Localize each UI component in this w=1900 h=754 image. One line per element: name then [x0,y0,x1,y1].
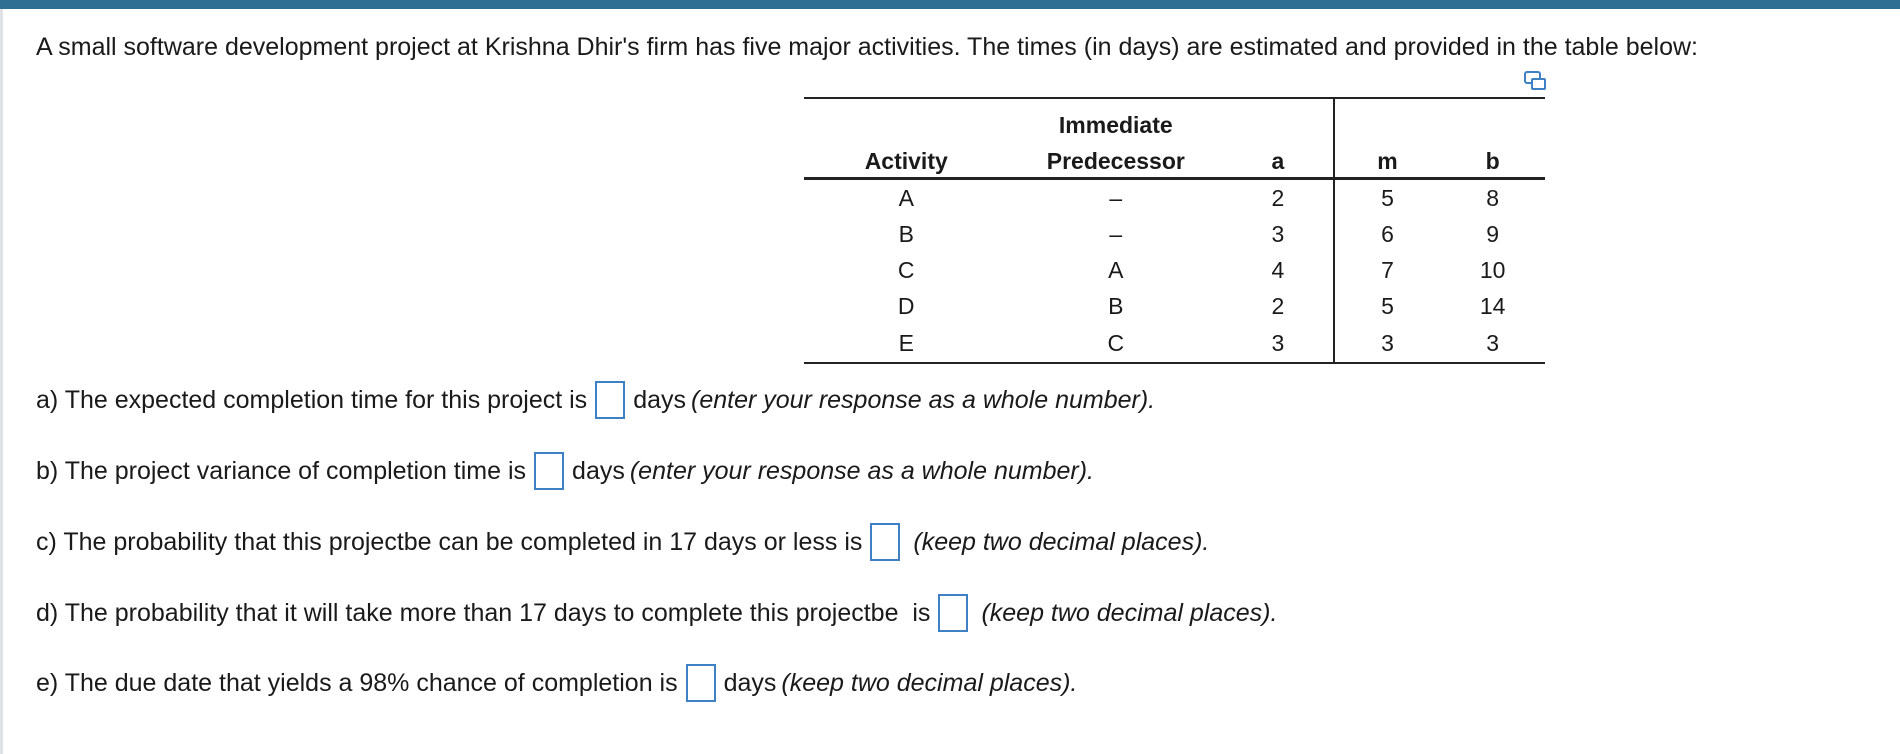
cell-predecessor: – [1109,220,1123,247]
cell-b: 8 [1486,184,1500,211]
table-row [804,252,1545,288]
question-a-text: a) The expected completion time for this project is [36,385,588,414]
question-b-text: b) The project variance of completion time is [36,456,527,485]
cell-a: 4 [1223,252,1334,288]
cell-predecessor: B [1108,292,1124,319]
table-row [804,179,1545,217]
activity-table [804,97,1545,364]
cell-b: 3 [1440,324,1545,363]
answer-a-input[interactable] [595,381,625,419]
cell-activity: C [897,256,915,283]
cell-predecessor: – [1109,184,1123,211]
question-e [36,664,1077,702]
answer-d-input[interactable] [938,594,968,632]
question-c [36,523,1209,561]
table-row [804,324,1545,363]
cell-m: 6 [1381,220,1394,247]
cell-m: 5 [1381,292,1394,319]
cell-a: 2 [1223,288,1334,324]
answer-c-input[interactable] [870,523,900,561]
header-b: b [1440,139,1545,179]
question-b [36,452,1094,490]
question-e-text: e) The due date that yields a 98% chance of completion is [36,668,678,697]
question-b-hint: (enter your response as a whole number). [629,456,1094,485]
cell-a: 2 [1223,179,1334,217]
cell-activity: B [898,220,914,247]
left-rule [0,9,3,754]
question-a [36,381,1155,419]
question-b-unit: days [572,456,625,485]
header-m: m [1334,139,1441,179]
header-spacer [1223,98,1334,139]
header-activity: Activity [804,139,1008,179]
cell-activity: A [898,184,914,211]
header-predecessor-line2: Predecessor [1008,139,1223,179]
question-d [36,594,1277,632]
question-c-text: c) The probability that this projectbe can be completed in 17 days or less is [36,527,863,556]
header-spacer [804,98,1008,139]
table-row [804,216,1545,252]
cell-a: 3 [1223,324,1334,363]
answer-b-input[interactable] [534,452,564,490]
cell-predecessor: C [1008,324,1223,363]
cell-b: 10 [1479,256,1506,283]
question-d-hint: (keep two decimal places). [981,598,1278,627]
problem-intro: A small software development project at Krishna Dhir's firm has five major activities. The times (in days) are estimated and provided in the table below: [36,33,1698,61]
question-e-unit: days [723,668,777,697]
table-row [804,288,1545,324]
question-a-hint: (enter your response as a whole number). [691,385,1156,414]
header-spacer [1334,98,1441,139]
cell-activity: D [897,292,915,319]
cell-m: 3 [1334,324,1441,363]
cell-predecessor: A [1108,256,1124,283]
question-c-hint: (keep two decimal places). [913,527,1210,556]
header-predecessor-line1: Immediate [1008,98,1223,139]
top-bar [0,0,1900,9]
copy-table-icon[interactable] [1523,70,1547,92]
cell-m: 5 [1381,184,1394,211]
cell-b: 9 [1486,220,1500,247]
question-e-hint: (keep two decimal places). [781,668,1078,697]
cell-activity: E [804,324,1008,363]
cell-m: 7 [1381,256,1394,283]
header-spacer [1440,98,1545,139]
cell-b: 14 [1479,292,1506,319]
header-a: a [1223,139,1334,179]
question-a-unit: days [633,385,686,414]
cell-a: 3 [1223,216,1334,252]
question-d-text: d) The probability that it will take more than 17 days to complete this projectbe is [36,598,931,627]
answer-e-input[interactable] [686,664,716,702]
